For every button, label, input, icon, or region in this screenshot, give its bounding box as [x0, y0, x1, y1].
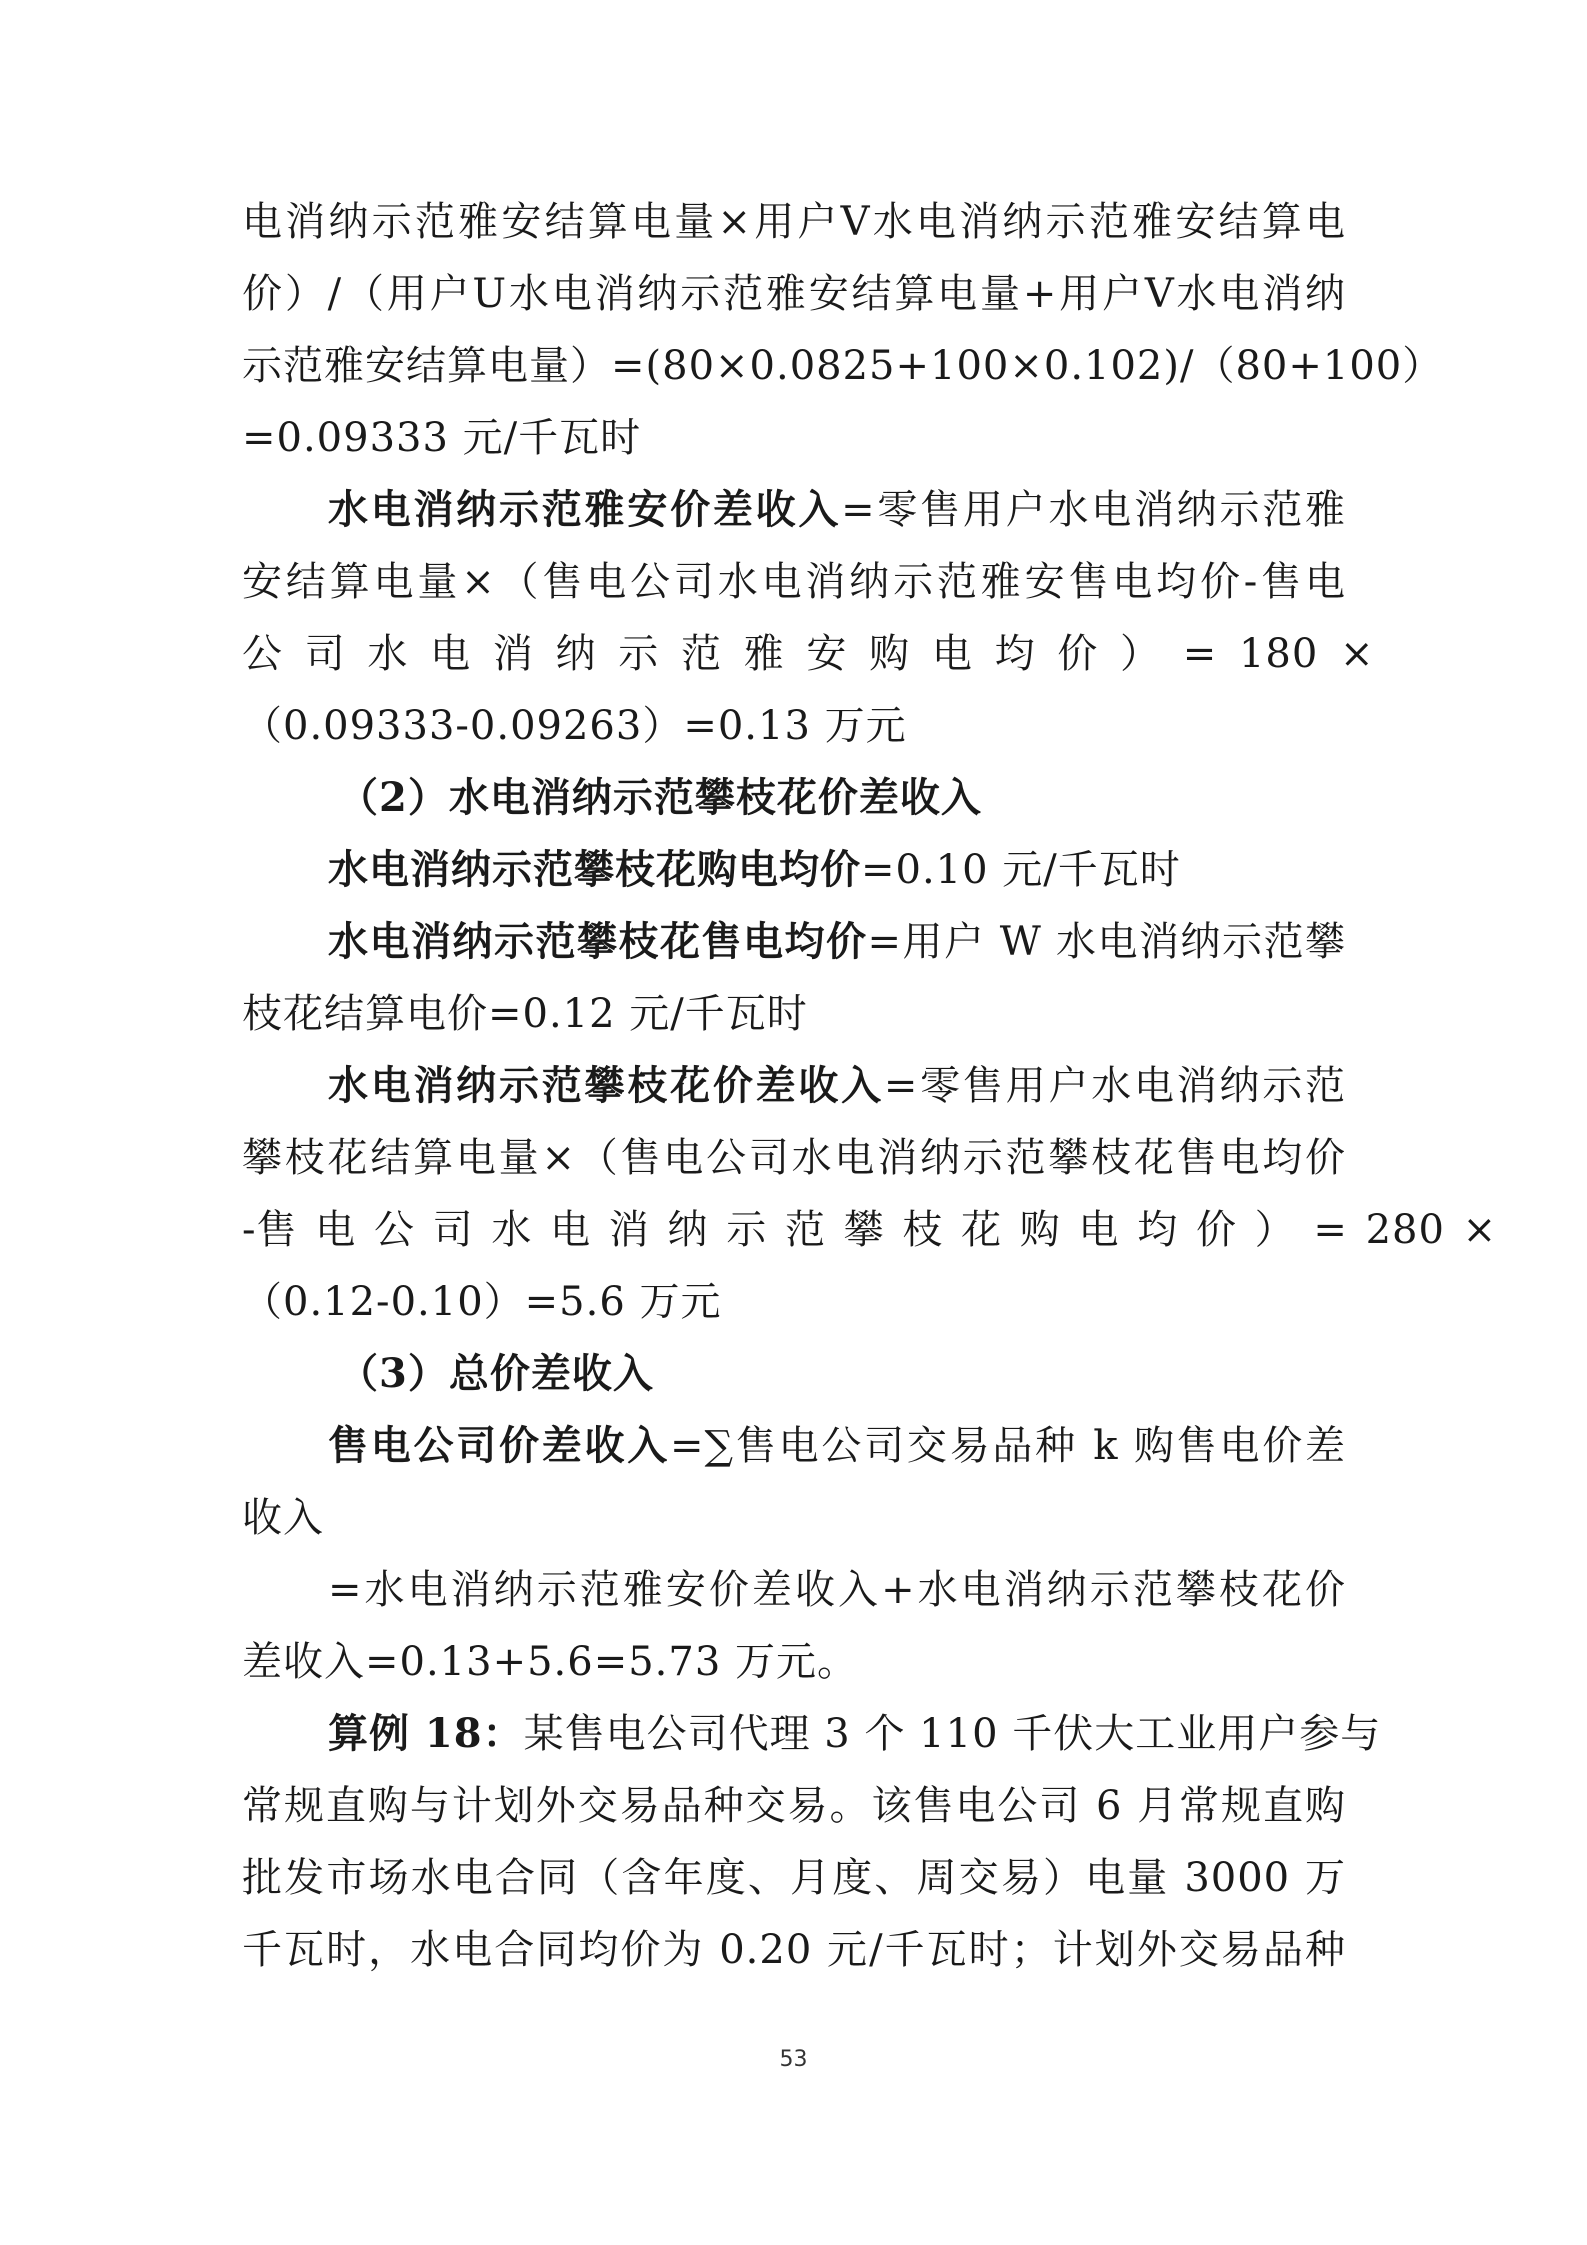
text-line: （0.12-0.10）=5.6 万元	[242, 1279, 722, 1325]
text-line: 水电消纳示范攀枝花价差收入=零售用户水电消纳示范	[328, 1062, 1347, 1109]
section-heading: （3）总价差收入	[338, 1350, 654, 1397]
text-line: 公 司 水 电 消 纳 示 范 雅 安 购 电 均 价 ） = 180 ×	[242, 631, 1375, 677]
text-line: （0.09333-0.09263）=0.13 万元	[242, 703, 907, 749]
text-line: 算例 18：某售电公司代理 3 个 110 千伏大工业用户参与	[328, 1710, 1382, 1757]
bold-term: 水电消纳示范攀枝花购电均价	[328, 846, 861, 893]
bold-term: 售电公司价差收入	[328, 1422, 670, 1469]
bold-term: 水电消纳示范攀枝花价差收入	[328, 1062, 884, 1109]
text-line: 千瓦时，水电合同均价为 0.20 元/千瓦时；计划外交易品种	[242, 1927, 1346, 1973]
text-line: 水电消纳示范攀枝花购电均价=0.10 元/千瓦时	[328, 846, 1181, 893]
text-line: 售电公司价差收入=∑售电公司交易品种 k 购售电价差	[328, 1422, 1346, 1469]
text-line: -售 电 公 司 水 电 消 纳 示 范 攀 枝 花 购 电 均 价 ） = 280 ×	[242, 1207, 1498, 1253]
text-line: 电消纳示范雅安结算电量×用户V水电消纳示范雅安结算电	[242, 199, 1346, 245]
text-line: 安结算电量×（售电公司水电消纳示范雅安售电均价-售电	[242, 559, 1346, 605]
text-line: 水电消纳示范雅安价差收入=零售用户水电消纳示范雅	[328, 486, 1347, 533]
text-line: 差收入=0.13+5.6=5.73 万元。	[242, 1639, 858, 1685]
text-line: 批发市场水电合同（含年度、月度、周交易）电量 3000 万	[242, 1855, 1346, 1901]
text-line: 示范雅安结算电量）=(80×0.0825+100×0.102)/（80+100）	[242, 343, 1444, 389]
text-line: 收入	[242, 1495, 324, 1541]
bold-term: 水电消纳示范雅安价差收入	[328, 486, 842, 533]
text-line: 常规直购与计划外交易品种交易。该售电公司 6 月常规直购	[242, 1783, 1346, 1829]
example-label: 算例 18：	[328, 1710, 524, 1757]
text-line: 攀枝花结算电量×（售电公司水电消纳示范攀枝花售电均价	[242, 1135, 1346, 1181]
section-heading: （2）水电消纳示范攀枝花价差收入	[338, 774, 982, 821]
text-line: =0.09333 元/千瓦时	[242, 415, 642, 461]
text-line: =水电消纳示范雅安价差收入+水电消纳示范攀枝花价	[328, 1567, 1346, 1613]
text-line: 价）/（用户U水电消纳示范雅安结算电量+用户V水电消纳	[242, 271, 1346, 317]
text-line: 水电消纳示范攀枝花售电均价=用户 W 水电消纳示范攀	[328, 918, 1346, 965]
bold-term: 水电消纳示范攀枝花售电均价	[328, 918, 868, 965]
text-line: 枝花结算电价=0.12 元/千瓦时	[242, 991, 808, 1037]
page-number: 53	[779, 2047, 808, 2072]
